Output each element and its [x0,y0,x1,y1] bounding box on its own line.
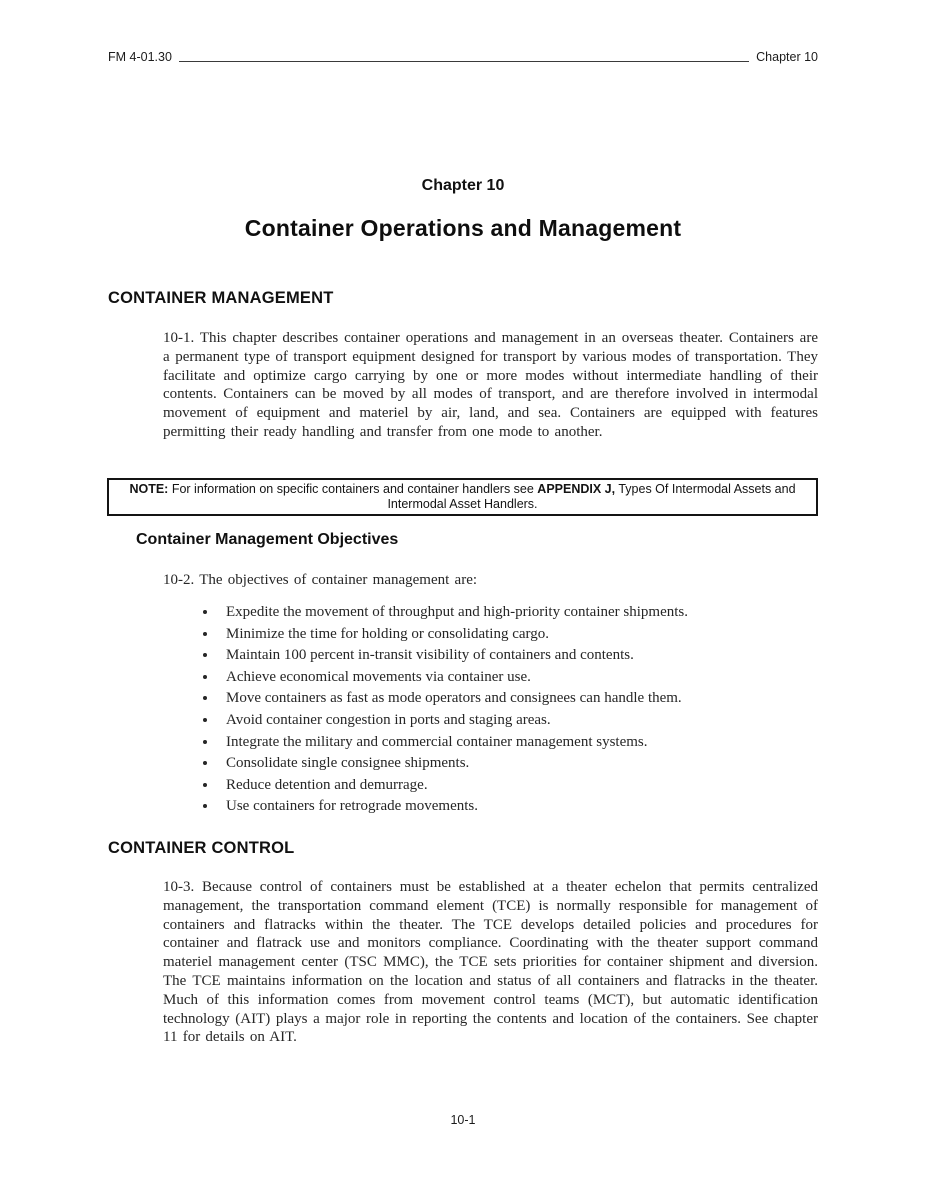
paragraph-10-1: 10-1. This chapter describes container operations and management in an overseas theater. Containers are a permanent type of transport equipment designed for transport by various modes of transportation. They facilitate and optimize cargo carrying by one or more modes without intermediate handling of their contents. Containers can be moved by all modes of transport, and are therefore involved in intermodal movement of equipment and materiel by air, land, and sea. Containers are equipped with features permitting their ready handling and transfer from one mode to another. [163,330,818,440]
chapter-label: Chapter 10 [421,177,505,194]
list-item: • Achieve economical movements via container use. [218,668,818,687]
objectives-bullet-list [188,603,818,819]
list-item: • Avoid container congestion in ports and staging areas. [218,711,818,730]
paragraph-10-3: 10-3. Because control of containers must be established at a theater echelon that permits centralized management, the transportation command element (TCE) is normally responsible for management of containers and flatracks within the theater. The TCE develops detailed policies and procedures for container and flatrack use and monitors compliance. Coordinating with the theater support command materiel management center (TSC MMC), the TCE sets priorities for container shipment and diversion. The TCE maintains information on the location and status of all containers and flatracks in the theater. Much of this information comes from movement control teams (MCT), but automatic identification technology (AIT) plays a major role in reporting the contents and location of the containers. See chapter 11 for details on AIT. [163,879,818,1046]
paragraph-10-2: 10-2. The objectives of container management are: [163,572,478,588]
header-rule-divider [179,61,749,62]
subsection-heading-objectives: Container Management Objectives [136,531,399,548]
running-header [108,50,818,64]
section-heading-container-management: CONTAINER MANAGEMENT [108,289,334,307]
page-title: Container Operations and Management [244,215,682,241]
section-heading-container-control: CONTAINER CONTROL [108,839,295,857]
list-item: • Reduce detention and demurrage. [218,776,818,795]
page-number: 10-1 [450,1113,476,1127]
list-item: • Expedite the movement of throughput and high-priority container shipments. [218,603,818,622]
list-item: • Integrate the military and commercial container management systems. [218,733,818,752]
list-item: • Use containers for retrograde movements. [218,797,818,816]
list-item: • Consolidate single consignee shipments. [218,754,818,773]
list-item: • Move containers as fast as mode operators and consignees can handle them. [218,689,818,708]
note-text-before: For information on specific containers and container handlers see [168,482,538,496]
note-appendix-ref: APPENDIX J, [537,482,616,496]
header-chapter-ref: Chapter 10 [756,50,818,64]
list-item: • Maintain 100 percent in-transit visibility of containers and contents. [218,646,818,665]
header-doc-id: FM 4-01.30 [108,50,172,64]
list-item: • Minimize the time for holding or consolidating cargo. [218,625,818,644]
note-box [107,478,818,516]
note-text-after: Types Of Intermodal Assets and Intermodal Asset Handlers. [387,482,796,511]
note-label: NOTE: [129,482,169,496]
